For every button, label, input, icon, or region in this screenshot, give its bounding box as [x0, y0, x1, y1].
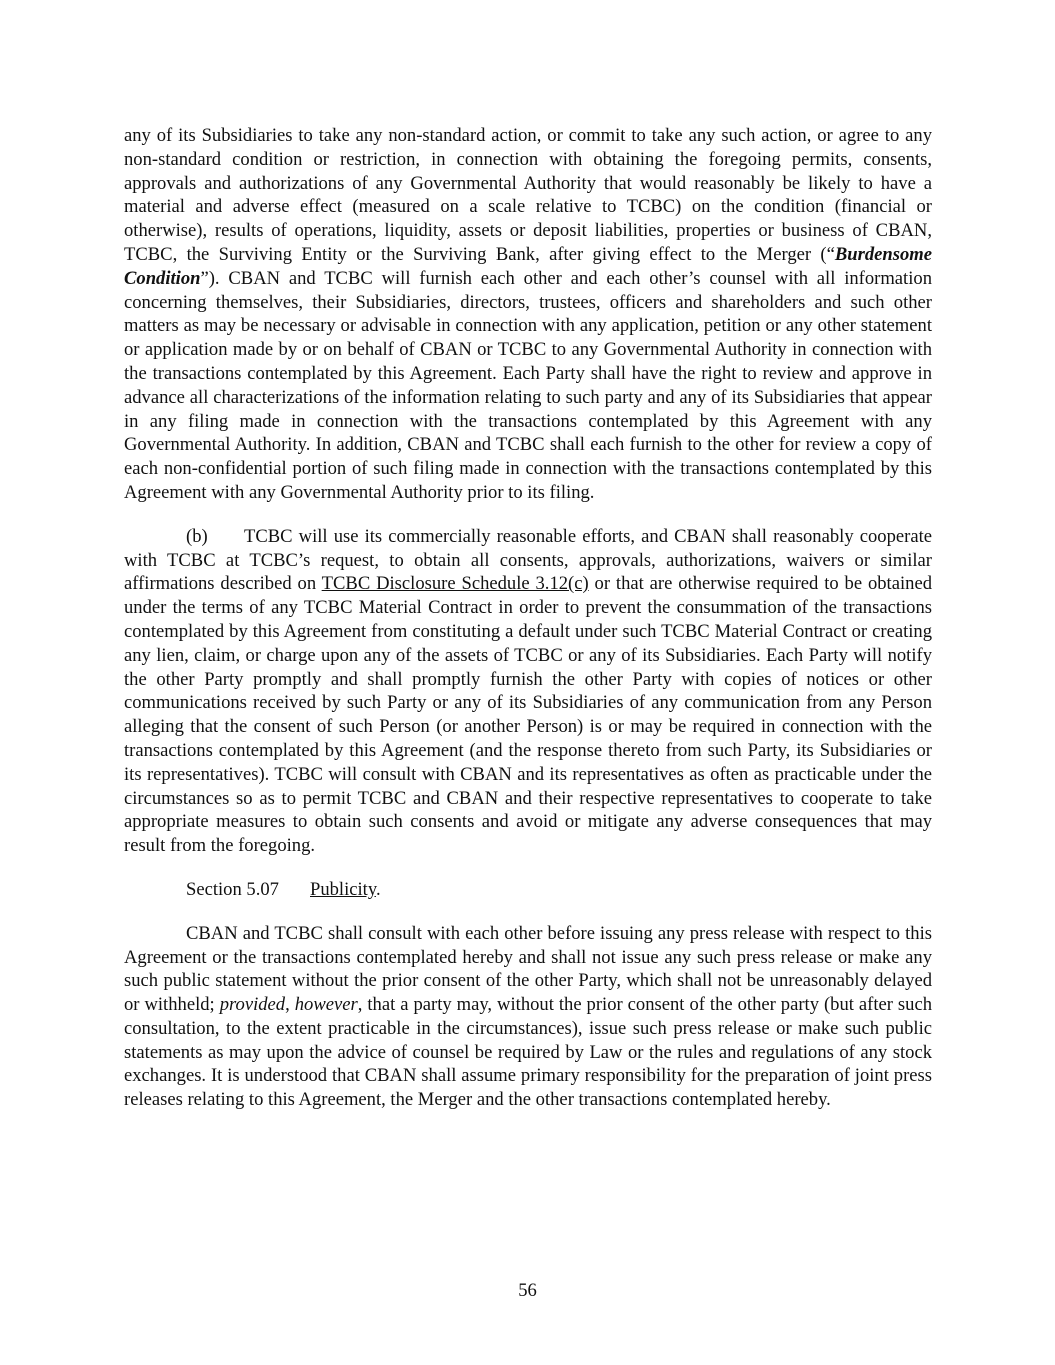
italic-provided: provided	[219, 994, 286, 1016]
comma-separator: ,	[285, 994, 295, 1016]
paragraph-text: CBAN and TCBC shall consult with each other before issuing any press release with respect to this Agreement or the transactions contemplated hereby and shall not issue any such press release or make any such public statement without the prior consent of the other Party, which shall not be unreasonably delayed or withheld;	[124, 922, 932, 1016]
paragraph-publicity	[124, 922, 932, 1112]
subsection-label: (b)	[186, 525, 208, 547]
paragraph-continuation	[124, 124, 932, 505]
section-title-period: .	[375, 878, 381, 900]
italic-however: however	[294, 994, 358, 1016]
paragraph-b	[124, 525, 932, 858]
section-number: Section 5.07	[186, 878, 279, 900]
paragraph-text: ”). CBAN and TCBC will furnish each other and each other’s counsel with all information concerning themselves, their Subsidiaries, directors, trustees, officers and shareholders and such other matters as may be necessary or advisable in connection with any application, petition or any other statement or application made by or on behalf of CBAN or TCBC to any Governmental Authority in connection with the transactions contemplated by this Agreement. Each Party shall have the right to review and approve in advance all characterizations of the information relating to such party and any of its Subsidiaries that appear in any filing made in connection with the transactions contemplated by this Agreement with any Governmental Authority. In addition, CBAN and TCBC shall each furnish to the other for review a copy of each non-confidential portion of such filing made in connection with the transactions contemplated by this Agreement with any Governmental Authority prior to its filing.	[124, 267, 932, 503]
defined-term-burdensome-condition: Burdensome Condition	[124, 243, 932, 289]
section-heading	[124, 878, 932, 902]
document-page	[124, 124, 932, 1132]
page-number: 56	[518, 1280, 537, 1301]
paragraph-text: any of its Subsidiaries to take any non-standard action, or commit to take any such action, or agree to any non-standard condition or restriction, in connection with obtaining the foregoing permits, consents, approvals and authorizations of any Governmental Authority that would reasonably be likely to have a material and adverse effect (measured on a scale relative to TCBC) on the condition (financial or otherwise), results of operations, liquidity, assets or deposit liabilities, properties or business of CBAN, TCBC, the Surviving Entity or the Surviving Bank, after giving effect to the Merger (“	[124, 125, 932, 265]
section-title: Publicity	[310, 878, 376, 900]
paragraph-text: or that are otherwise required to be obtained under the terms of any TCBC Material Contract in order to prevent the consummation of the transactions contemplated by this Agreement from constituting a default under such TCBC Material Contract or creating any lien, claim, or charge upon any of the assets of TCBC or any of its Subsidiaries. Each Party will notify the other Party promptly and shall promptly furnish the other Party with copies of notices or other communications received by such Party or any of its Subsidiaries of any communication from any Person alleging that the consent of such Person (or another Person) is or may be required in connection with the transactions contemplated by this Agreement (and the response thereto from such Party, its Subsidiaries or its representatives). TCBC will consult with CBAN and its representatives as often as practicable under the circumstances so as to permit TCBC and CBAN and their respective representatives to cooperate to take appropriate measures to obtain such consents and avoid or mitigate any adverse consequences that may result from the foregoing.	[124, 573, 932, 857]
paragraph-text: , that a party may, without the prior consent of the other party (but after such consultation, to the extent practicable in the circumstances), issue such press release or make such public statements as may upon the advice of counsel be required by Law or the rules and regulations of any stock exchanges. It is understood that CBAN shall assume primary responsibility for the preparation of joint press releases relating to this Agreement, the Merger and the other transactions contemplated hereby.	[124, 994, 933, 1111]
paragraph-text: TCBC will use its commercially reasonable efforts, and CBAN shall reasonably cooperate with TCBC at TCBC’s request, to obtain all consents, approvals, authorizations, waivers or similar affirmations described on	[124, 525, 932, 595]
schedule-reference: TCBC Disclosure Schedule 3.12(c)	[321, 573, 589, 595]
